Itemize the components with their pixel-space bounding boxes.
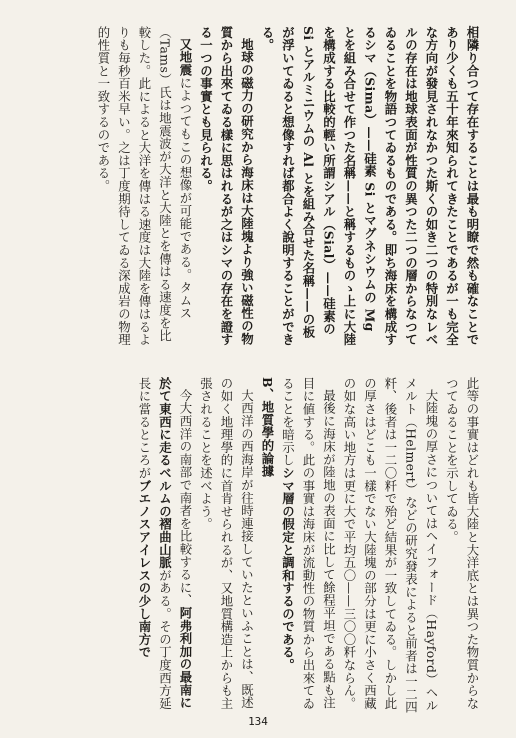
emphasis: 又地震 xyxy=(178,38,193,77)
paragraph: 地球の磁力の研究から海床は大陸塊より強い磁性の物質から出來てゐる樣に思はれるが之はシマの存在を證する一つの事實とも見られる。 xyxy=(198,26,255,346)
emphasis: ブエノスアイレスの少し南方で xyxy=(137,479,152,659)
paragraph xyxy=(277,377,339,717)
paragraph: 大西洋の西海岸が往時連接していたといふことは、既述の如く地理學的に首肯せられるが、又地質構造上からも主張されることを述べよう。 xyxy=(198,377,255,710)
page-number: 134 xyxy=(248,715,268,728)
paragraph: 大陸塊の厚さについてはヘイフォード（Hayford）ヘルメルト（Helmert）などの研究發表によると前者は一二四粁、後者は一二〇粁で殆ど結果が一致してゐる。しかし此の厚さはどこも一樣でない大陸塊の部分は更に小さく西藏の如な高い地方は更に大で平均五〇——三〇〇粁ならん。 xyxy=(342,377,439,714)
paragraph xyxy=(93,26,196,346)
paragraph: 此等の事實はどれも皆大陸と大洋底とは異つた物質からなつてゐることを示してゐる。 xyxy=(444,377,480,710)
lower-text-block xyxy=(42,377,482,717)
text-run: 今大西洋の南部で南者を比較するに、 xyxy=(178,389,193,607)
text-run: によつてもこの想像が可能である。タムス（Tams）氏は地震波が大洋と大陸とを傳はる速度を比較した。此によると大洋を傳はる速度は大陸を傳はるよりも毎秒百米早い。之は丁度期待してゐる深成岩の物理的性質と一致するのである。 xyxy=(96,26,193,346)
text-run: がある。その丁度西方延長に當るところが xyxy=(137,377,173,710)
paragraph xyxy=(134,377,196,717)
emphasis: シマ層の假定と調和するのである。 xyxy=(280,466,296,672)
emphasis: 阿弗利加の最南に於て東西に走るベルムの褶曲山脈 xyxy=(157,377,193,710)
paragraph: 相隣り合つて存在することは最も明瞭で然も確なことであり少くも五十年來知られてきたことであるが一も完全な方向が發見されなかつた斯くの如き二つの特別なレベルの存在は地球表面が性質の異つた二つの層からなつてゐることを物語つてゐるものである。即ち海床を構成するシマ（Sima）——硅素 Si とマグネシウムの Mg とを組み合せて作つた名稱——と稱するものゝ上に大陸を構成する比較的輕い所謂シアル（Sial）——硅素の Si とアルミニウムの Al とを組み合せた名稱——の板が浮いてゐると想像すれば都合よく說明することができる。 xyxy=(260,26,480,346)
section-heading: B、地質學的論據 xyxy=(260,377,275,478)
text-run: 最後に海床が陸地の表面に比して餘程平坦である點も注目に値する。此の事實は海床が流動性の物質から出來てゐることを暗示し xyxy=(280,377,337,710)
upper-text-block xyxy=(42,26,482,346)
